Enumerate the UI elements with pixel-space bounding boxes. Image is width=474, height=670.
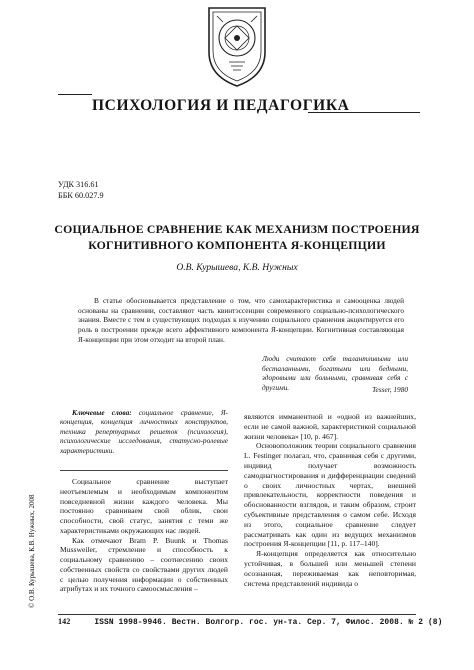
keywords-divider — [60, 470, 228, 471]
udk-code: УДК 316.61 — [58, 180, 99, 189]
right-paragraph-2: Основоположник теории социального сравнения L. Festinger полагал, что, сравнивая себя с другими, индивид получает возможность самодиагностирования и дифференциации сведений о своих личностных чертах, внешней привлекательности, корректности поведения и обоснованности взглядов, и таким образом, строит субъективные представления о самом себе. Исходя из этого, социальное сравнение следует рассматривать как один из ведущих механизмов построения Я-концепции [11, p. 117–140]. — [244, 441, 416, 549]
header-rule-bottom — [308, 112, 420, 113]
header-rule-top — [58, 94, 92, 95]
keywords — [60, 408, 228, 455]
article-title — [40, 222, 434, 253]
right-paragraph-3: Я-концепция определяется как относительно устойчивая, в большей или меньшей степени осознанная, переживаемая как неповторимая, система представлений индивида о — [244, 549, 416, 588]
copyright-text: © О.В. Курышева, К.В. Нужных, 2008 — [28, 494, 36, 608]
article-title-line2: КОГНИТИВНОГО КОМПОНЕНТА Я-КОНЦЕПЦИИ — [88, 237, 386, 252]
page-footer — [58, 617, 443, 627]
page-number: 142 — [58, 617, 71, 626]
right-column — [244, 412, 416, 588]
section-title: ПСИХОЛОГИЯ И ПЕДАГОГИКА — [92, 97, 350, 114]
epigraph-author: Tesser, 1980 — [372, 385, 408, 394]
left-paragraph-1: Социальное сравнение выступает неотъемлемым и необходимым компонентом повседневной жизни каждого человека. Мы постоянно сравниваем свой облик, свои способности, свой статус, занятия с теми же характеристиками окружающих нас людей. — [60, 477, 228, 535]
epigraph-text: Люди считают себя талантливыми или бесталанными, богатыми или бедными, здоровыми или больными, сравнивая себя с другими. — [262, 354, 408, 393]
university-emblem — [203, 4, 271, 88]
right-paragraph-1: являются имманентной и «одной из важнейших, если не самой важной, характеристикой социальной жизни человека» [10, p. 467]. — [244, 412, 416, 441]
article-title-line1: СОЦИАЛЬНОЕ СРАВНЕНИЕ КАК МЕХАНИЗМ ПОСТРОЕНИЯ — [54, 222, 420, 236]
left-paragraph-2: Как отмечают Bram P. Buunk и Thomas Mussweiler, стремление и способность к социальному сравнению – соотнесению своих собственных свойств со свойствами других людей с целью получения информации о собственных атрибутах и их точного самоосмысления – — [60, 535, 228, 594]
article-authors: О.В. Курышева, К.В. Нужных — [176, 262, 298, 273]
footer-rule — [58, 614, 416, 615]
bbk-code: ББК 60.027.9 — [58, 190, 104, 200]
classification-codes — [58, 180, 104, 201]
keywords-text: социальное сравнение, Я-концепция, концепция личностных конструктов, техника репертуарных решеток (психология), психологические исследования, статусно-ролевые характеристики. — [60, 408, 228, 455]
copyright-vertical — [28, 482, 56, 608]
section-header — [58, 92, 420, 132]
left-column — [60, 477, 228, 594]
keywords-label: Ключевые слова: — [72, 408, 132, 417]
journal-citation: ISSN 1998-9946. Вестн. Волгогр. гос. ун-та. Сер. 7, Филос. 2008. № 2 (8) — [94, 618, 443, 627]
article-abstract: В статье обосновывается представление о том, что самохарактеристика и самооценка людей основаны на сравнении, составляют часть квинтэссенции современного социально-психологического знания. Вместе с тем в существующих подходах к изучению социального сравнения акцентируется его роль в построении прежде всего аффективного компонента Я-концепции. Когнитивная составляющая Я-концепции при этом отходит на второй план. — [78, 296, 404, 344]
